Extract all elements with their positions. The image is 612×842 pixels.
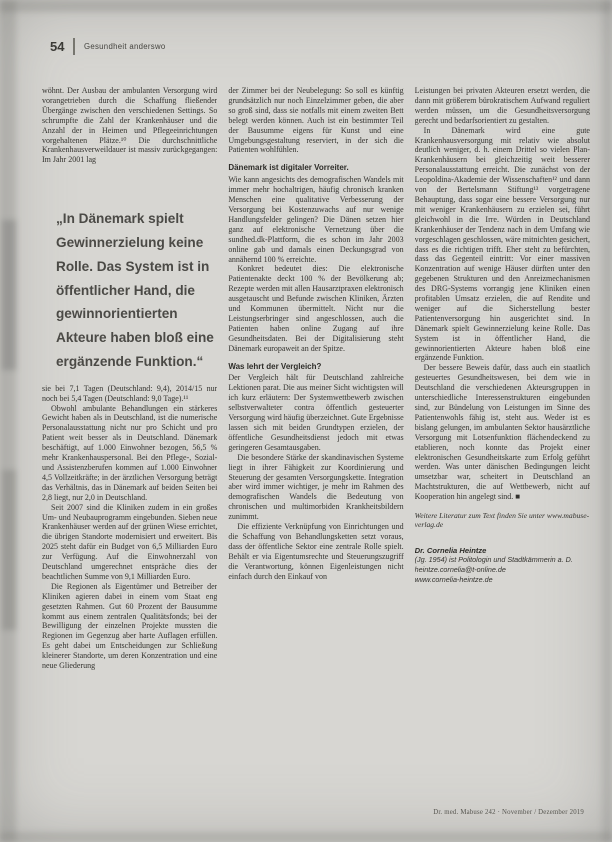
column-3 bbox=[415, 86, 590, 814]
body-paragraph: sie bei 7,1 Tagen (Deutschland: 9,4), 2014/15 nur noch bei 5,4 Tagen (Deutschland: 9,0 Tage).¹¹ bbox=[42, 383, 218, 403]
body-paragraph: Die besondere Stärke der skandinavischen Systeme liegt in ihrer Fähigkeit zur Koordinierung und Steuerung der gesamten Versorgungskette. Integration aber wird immer wichtiger, je mehr im Rahmen des demografischen Wandels die Bedeutung von chronischen und multimorbiden Krankheitsbildern zunimmt. bbox=[228, 452, 404, 522]
page-footer: Dr. med. Mabuse 242 · November / Dezember 2019 bbox=[433, 809, 584, 816]
body-paragraph: Leistungen bei privaten Akteuren ersetzt werden, die dann mit größerem bürokratischem Aufwand reguliert werden müssen, um die Gesundheitsversorgung gerecht und bedarfsorientiert zu gestalten. bbox=[414, 86, 590, 125]
body-paragraph: wöhnt. Der Ausbau der ambulanten Versorgung wird vorangetrieben durch die Schaffung fließender Übergänge zwischen den verschiedenen Settings. So schrumpfte die Zahl der Krankenhäuser und die Anzahl der in Heimen und Pflegeeinrichtungen vorgehaltenen Plätze.¹⁰ Die durchschnittliche Krankenhausverweildauer ist massiv zurückgegangen: Im Jahr 2001 lag bbox=[42, 86, 218, 165]
body-paragraph: Obwohl ambulante Behandlungen ein stärkeres Gewicht haben als in Deutschland, ist die numerische Personalausstattung nicht nur pro Schicht und pro Patient weit besser als in Deutschland. Dänemark beschäftigt, auf 1.000 Einwohner bezogen, 56,5 % mehr Krankenhauspersonal. Bei den Pflege-, Sozial- und Assistenzberufen kommen auf 1.000 Einwohner 4,5 Vollzeitkräfte; in der ärztlichen Versorgung beträgt das Verhältnis, das in Dänemark auf beiden Seiten bei 2,8 liegt, nur 2,0 in Deutschland. bbox=[42, 403, 218, 502]
author-detail: www.cornelia-heintze.de bbox=[414, 575, 493, 585]
scan-artifact bbox=[2, 470, 16, 630]
scan-artifact bbox=[0, 832, 612, 842]
scan-artifact bbox=[0, 0, 612, 12]
body-paragraph: Seit 2007 sind die Kliniken zudem in ein großes Um- und Neubauprogramm eingebunden. Sieben neue Krankenhäuser werden auf der grünen Wiese errichtet, die übrigen Standorte modernisiert und erweitert. Bis 2025 steht dafür ein Budget von 6,5 Milliarden Euro zur Verfügung. Auf die Einwohnerzahl von Deutschland umgerechnet entspräche dies der beachtlichen Summe von 9,1 Milliarden Euro. bbox=[42, 502, 218, 581]
body-paragraph: Der bessere Beweis dafür, dass auch ein staatlich gesteuertes Gesundheitswesen, bei dem wie in Deutschland die verschiedenen Akteursgruppen in unterschiedliche Interessenstrukturen eingebunden sind, zur Bündelung von Leistungen im Sinne des Patientenwohls fähig ist, steht aus. Weder ist es bislang gelungen, im ambulanten Sektor hausärztliche Versorgung mit Lotsenfunktion flächendeckend zu etablieren, noch konnte das Projekt einer elektronischen Gesundheitskarte zum Erfolg geführt werden. Was unter dänischen Bedingungen leicht umsetzbar war, scheitert in Deutschland an Machtstrukturen, die auf Wettbewerb, nicht auf Kooperation hin angelegt sind. ■ bbox=[414, 363, 590, 502]
scan-artifact bbox=[2, 220, 16, 370]
scan-artifact bbox=[602, 0, 612, 842]
column-2 bbox=[228, 86, 403, 814]
literature-note: Weitere Literatur zum Text finden Sie unter www.mabuse-verlag.de bbox=[414, 511, 590, 530]
column-1 bbox=[42, 86, 217, 814]
body-paragraph: Der Vergleich hält für Deutschland zahlreiche Lektionen parat. Die aus meiner Sicht wichtigsten will ich kurz erläutern: Der Systemwettbewerb zwischen selbstverwalteter contra öffentlich gesteuerter Versorgung wird häufig überzeichnet. Gute Ergebnisse lassen sich mit beiden Grundtypen erzielen, der öffentliche Gesundheitsdienst jedoch mit etwas geringeren Gesamtausgaben. bbox=[228, 373, 404, 452]
body-paragraph: Konkret bedeutet dies: Die elektronische Patientenakte deckt 100 % der Bevölkerung ab; Rezepte werden mit allen Hausarztpraxen elektronisch ausgetauscht und Befunde zwischen Kliniken, Ärzten und Kommunen übermittelt. Nicht nur die Leistungserbringer sind angeschlossen, auch die Patienten haben online Zugang auf ihre Gesundheitsdaten. Bei der Digitalisierung steht Dänemark europaweit an der Spitze. bbox=[228, 264, 404, 353]
body-paragraph: Wie kann angesichts des demografischen Wandels mit immer mehr hochaltrigen, häufig chronisch kranken Menschen eine qualitative Verbesserung der Versorgung bei Kostenzuwachs auf nur wenige Handlungsfelder gelingen? Die Dänen setzen hier ganz auf elektronische Vernetzung über die sundhed.dk-Plattform, die es schon im Jahr 2003 online gab und damals einen Deckungsgrad von annähernd 100 % erreichte. bbox=[228, 175, 404, 264]
pull-quote: „In Dänemark spielt Gewinnerzielung keine Rolle. Das System ist in öffentlicher Hand, die gewinnorientierten Akteure haben bloß eine ergänzende Funktion.“ bbox=[56, 211, 214, 369]
author-detail: (Jg. 1954) ist Politologin und Stadtkämmerin a. D. bbox=[414, 555, 573, 565]
body-paragraph: Die Regionen als Eigentümer und Betreiber der Kliniken agieren dabei in einem vom Staat eng gesetzten Rahmen. Gut 60 Prozent der Bausumme kommt aus einem zentralen Qualitätsfonds; bei der Bewilligung der einzelnen Projekte mussten die Regionen im Gegenzug aber harte Auflagen erfüllen. Es geht dabei um Entscheidungen zur Schließung kleinerer Standorte, um deren Konzentration und eine neue Gliederung bbox=[42, 581, 218, 671]
subheading: Was lehrt der Vergleich? bbox=[228, 361, 322, 371]
body-paragraph: der Zimmer bei der Neubelegung: So soll es künftig grundsätzlich nur noch Einzelzimmer geben, die aber so groß sind, dass sie notfalls mit einem zweiten Bett belegt werden können. Auch ist ein bestimmter Teil der Bausumme eigens für Kunst und eine Umgebungsgestaltung reserviert, in der sich die Patienten wohlfühlen. bbox=[228, 86, 404, 155]
scan-artifact bbox=[0, 0, 16, 842]
section-title: Gesundheit anderswo bbox=[83, 42, 166, 51]
author-detail: heintze.cornelia@t-online.de bbox=[414, 565, 506, 575]
body-paragraph: Die effiziente Verknüpfung von Einrichtungen und die Schaffung von Behandlungsketten setzt voraus, dass der öffentliche Sektor eine zentrale Rolle spielt. Behält er via Eigentumsrechte und Steuerungszugriff die Verantwortung, können Eigenleistungen nicht einfach durch den Einkauf von bbox=[228, 522, 404, 581]
page-header bbox=[50, 38, 166, 55]
body-paragraph: In Dänemark wird eine gute Krankenhausversorgung mit relativ wie absolut deutlich weniger, d. h. einem Drittel so vielen Plan-Krankenhäusern bei gleichzeitig weit besserer Personalausstattung erreicht. Die zunächst von der Leopoldina-Akademie der Wissenschaften¹² und dann von der Bertelsmann Stiftung¹³ vorgetragene Behauptung, dass sogar eine bessere Versorgung nur mit weniger Krankenhäusern zu erzielen sei, führt gleichwohl in die Irre. Würden in Deutschland Krankenhäuser der Tendenz nach in dem Umfang wie vorgeschlagen geschlossen, wäre mitnichten gesichert, dass es die richtigen trifft. Eher steht zu befürchten, dass das Gegenteil eintritt: Vor einer massiven Konzentration auf wenige Häuser dürften unter den gegebenen Strukturen und den Anreizmechanismen des DRG-Systems vorrangig jene Kliniken einen profitablen Umsatz erzielen, die auf Rendite und weniger auf die Sicherstellung bester Patientenversorgung hin ausgerichtet sind. In Dänemark spielt Gewinnerzielung keine Rolle. Das System ist in öffentlicher Hand, die gewinnorientierten Akteure haben bloß eine ergänzende Funktion. bbox=[414, 125, 590, 363]
article-body bbox=[42, 86, 590, 814]
header-divider bbox=[73, 38, 75, 55]
page-number: 54 bbox=[50, 39, 65, 54]
subheading: Dänemark ist digitaler Vorreiter. bbox=[228, 163, 349, 173]
author-name: Dr. Cornelia Heintze bbox=[414, 545, 487, 555]
